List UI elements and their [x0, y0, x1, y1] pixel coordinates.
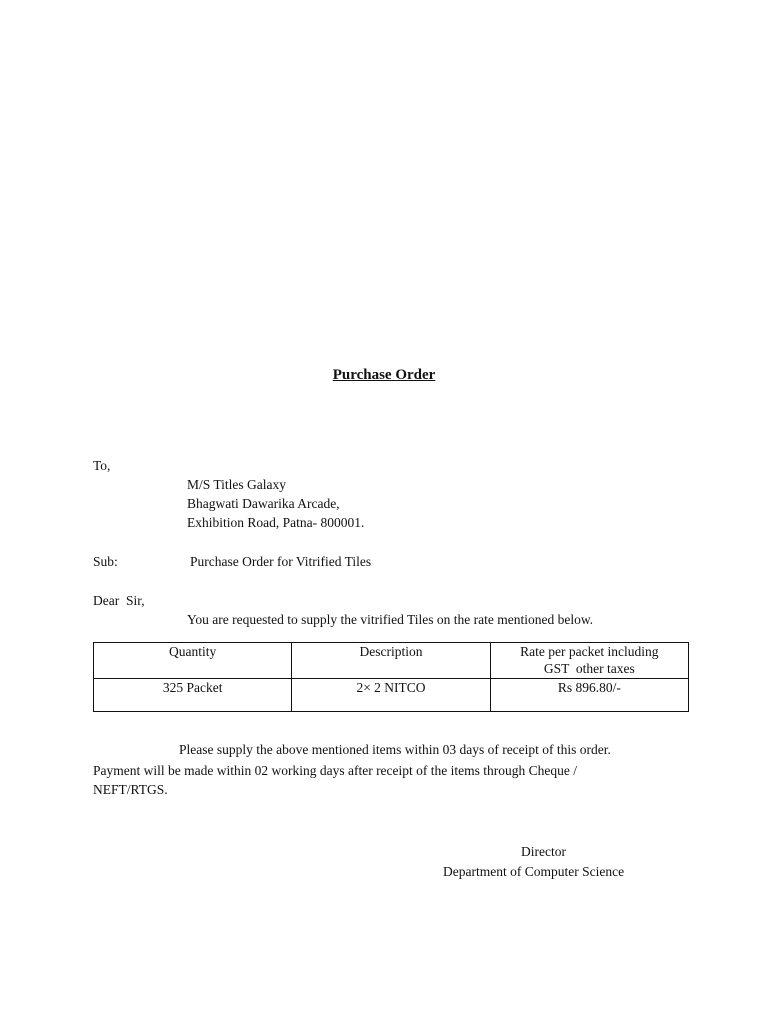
- header-rate-line1: Rate per packet including: [520, 644, 659, 659]
- recipient-name: M/S Titles Galaxy: [187, 477, 287, 492]
- subject-text: Purchase Order for Vitrified Tiles: [190, 554, 372, 569]
- header-rate-line2: GST other taxes: [543, 660, 635, 676]
- body-line1: Please supply the above mentioned items within 03 days of receipt of this order.: [179, 742, 611, 757]
- header-rate: [490, 643, 688, 679]
- body-line3: NEFT/RTGS.: [93, 782, 168, 797]
- cell-rate: Rs 896.80/-: [490, 678, 688, 711]
- cell-description: 2× 2 NITCO: [292, 678, 490, 711]
- table-row: [94, 678, 689, 711]
- signatory-department: Department of Computer Science: [443, 864, 625, 879]
- signatory-designation: Director: [521, 844, 566, 859]
- table-header-row: [94, 643, 689, 679]
- document-title: Purchase Order: [332, 367, 436, 383]
- subject-label: Sub:: [93, 554, 118, 569]
- recipient-address-line2: Exhibition Road, Patna- 800001.: [187, 515, 365, 530]
- header-quantity: Quantity: [94, 643, 292, 679]
- body-line2: Payment will be made within 02 working days after receipt of the items through Cheque /: [93, 763, 578, 778]
- header-description: Description: [292, 643, 490, 679]
- recipient-address-line1: Bhagwati Dawarika Arcade,: [187, 496, 340, 511]
- salutation: Dear Sir,: [93, 593, 145, 608]
- order-table: [93, 642, 689, 712]
- cell-quantity: 325 Packet: [94, 678, 292, 711]
- to-label: To,: [93, 458, 111, 473]
- intro-paragraph: You are requested to supply the vitrified Tiles on the rate mentioned below.: [187, 612, 594, 627]
